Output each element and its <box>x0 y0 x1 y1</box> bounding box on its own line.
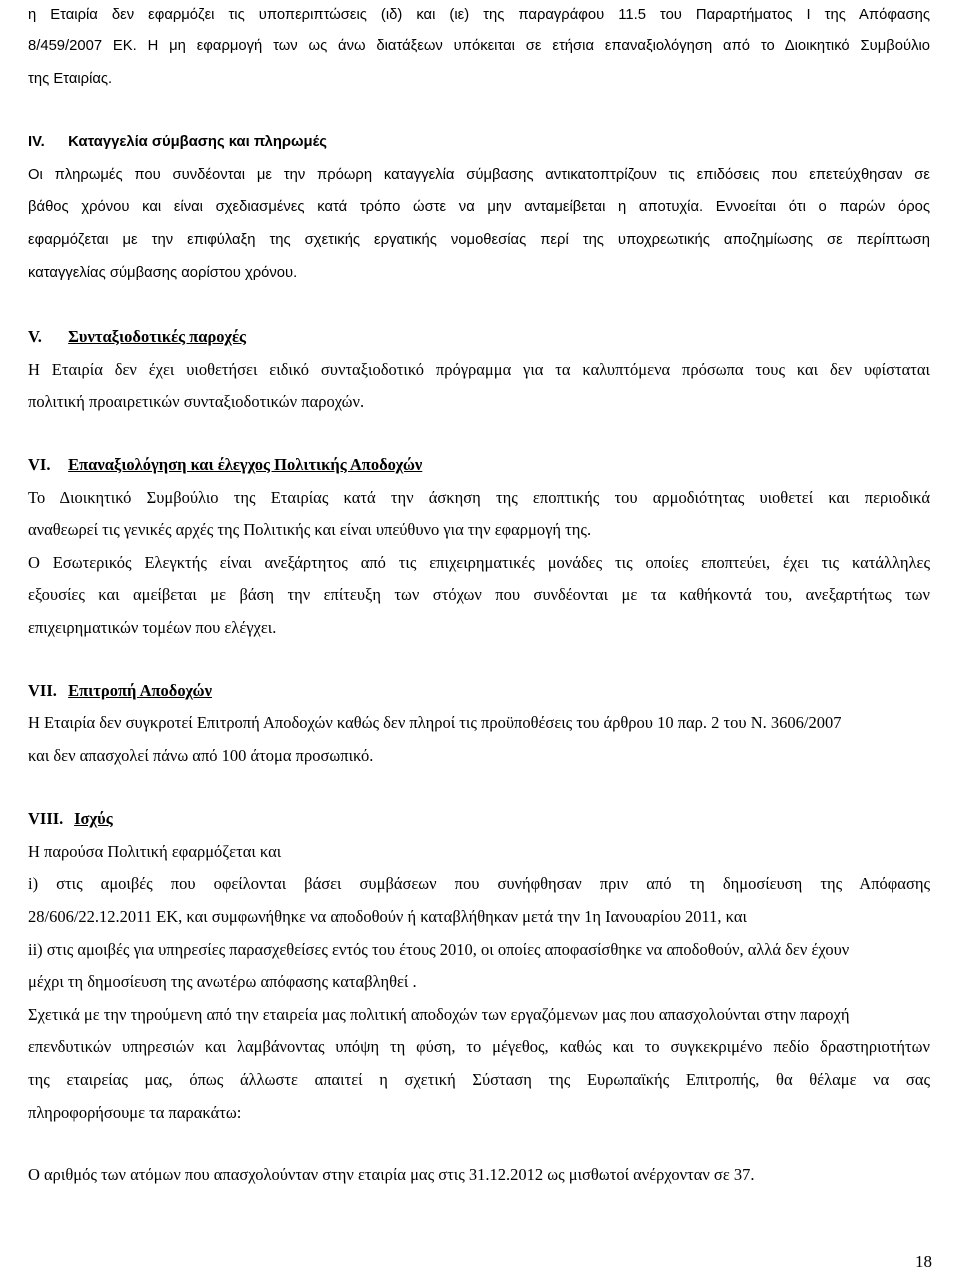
section-v-line-2: πολιτική προαιρετικών συνταξιοδοτικών παροχών. <box>28 392 365 412</box>
intro-line-2: 8/459/2007 ΕΚ. Η μη εφαρμογή των ως άνω διατάξεων υπόκειται σε ετήσια επαναξιολόγηση από το Διοικητικό Συμβούλιο <box>28 38 930 54</box>
section-number: VIII. <box>28 809 64 829</box>
spacer <box>28 772 930 803</box>
page-number: 18 <box>915 1252 932 1271</box>
section-viii-para-line-4: πληροφορήσουμε τα παρακάτω: <box>28 1102 242 1122</box>
section-vi <box>28 449 930 645</box>
section-viii-para-line-3: της εταιρείας μας, όπως άλλωστε απαιτεί η σχετική Σύσταση της Ευρωπαϊκής Επιτροπής, θα θέλαμε να σας <box>28 1070 930 1090</box>
section-viii-para-line-2: επενδυτικών υπηρεσιών και λαμβάνοντας υπόψη τη φύση, το μέγεθος, καθώς και το συγκεκριμένο πεδίο δραστηριοτήτων <box>28 1037 930 1057</box>
section-v <box>28 321 930 419</box>
section-iv-line-3: εφαρμόζεται με την επιφύλαξη της σχετικής εργατικής νομοθεσίας περί της υποχρεωτικής αποζημίωσης σε περίπτωση <box>28 231 930 248</box>
section-vii <box>28 675 930 773</box>
intro-line-3: της Εταιρίας. <box>28 70 113 87</box>
section-number: V. <box>28 327 42 347</box>
section-viii-item-i-line-2: 28/606/22.12.2011 ΕΚ, και συμφωνήθηκε να αποδοθούν ή καταβλήθηκαν μετά την 1η Ιανουαρίου 2011, και <box>28 907 747 927</box>
spacer <box>28 95 930 126</box>
intro-line-1: η Εταιρία δεν εφαρμόζει τις υποπεριπτώσεις (ιδ) και (ιε) της παραγράφου 11.5 του Παραρτήματος Ι της Απόφασης <box>28 7 930 23</box>
intro-paragraph <box>28 0 930 95</box>
section-title: Καταγγελία σύμβασης και πληρωμές <box>68 134 327 151</box>
section-vi-p1-line-2: αναθεωρεί τις γενικές αρχές της Πολιτικής και είναι υπεύθυνο για την εφαρμογή της. <box>28 520 592 540</box>
section-v-line-1: Η Εταιρία δεν έχει υιοθετήσει ειδικό συνταξιοδοτικό πρόγραμμα για τα καλυπτόμενα πρόσωπα τους και δεν υφίσταται <box>28 359 930 379</box>
section-vii-line-1: Η Εταιρία δεν συγκροτεί Επιτροπή Αποδοχών καθώς δεν πληροί τις προϋποθέσεις του άρθρου 10 παρ. 2 του Ν. 3606/2007 <box>28 713 842 733</box>
section-viii-closing: Ο αριθμός των ατόμων που απασχολούνταν στην εταιρία μας στις 31.12.2012 ως μισθωτοί ανέρχονταν σε 37. <box>28 1165 755 1185</box>
section-number: VII. <box>28 680 57 700</box>
section-vi-p2-line-2: εξουσίες και αμείβεται με βάση την επίτευξη των στόχων που συνδέονται με τα καθήκοντά του, ανεξαρτήτως των <box>28 585 930 605</box>
section-number: IV. <box>28 134 45 151</box>
section-iv-heading <box>28 126 930 159</box>
spacer <box>28 645 930 675</box>
section-title: Επαναξιολόγηση και έλεγχος Πολιτικής Αποδοχών <box>68 454 423 474</box>
section-iv <box>28 126 930 289</box>
section-title: Συνταξιοδοτικές παροχές <box>68 327 246 347</box>
section-title: Ισχύς <box>74 809 113 829</box>
spacer <box>28 419 930 449</box>
section-iv-line-2: βάθος χρόνου και είναι σχεδιασμένες κατά τρόπο ώστε να μην ανταμείβεται η αποτυχία. Εννοείται ότι ο παρών όρος <box>28 199 930 216</box>
section-viii <box>28 803 930 1192</box>
section-vi-p1-line-1: Το Διοικητικό Συμβούλιο της Εταιρίας κατά την άσκηση της εποπτικής του αρμοδιότητας υιοθετεί και περιοδικά <box>28 487 930 507</box>
section-title: Επιτροπή Αποδοχών <box>68 680 212 700</box>
section-vii-line-2: και δεν απασχολεί πάνω από 100 άτομα προσωπικό. <box>28 745 374 765</box>
section-number: VI. <box>28 454 51 474</box>
section-vi-p2-line-1: Ο Εσωτερικός Ελεγκτής είναι ανεξάρτητος από τις επιχειρηματικές μονάδες τις οποίες εποπτεύει, έχει τις κατάλληλες <box>28 552 930 572</box>
spacer <box>28 289 930 321</box>
spacer <box>28 1129 930 1159</box>
section-viii-para-line-1: Σχετικά με την τηρούμενη από την εταιρεία μας πολιτική αποδοχών των εργαζόμενων μας που απασχολούνται στην παροχή <box>28 1004 850 1024</box>
section-viii-item-i-line-1: i) στις αμοιβές που οφείλονται βάσει συμβάσεων που συνήφθησαν πριν από τη δημοσίευση της Απόφασης <box>28 874 930 894</box>
section-viii-heading <box>28 803 930 836</box>
section-vii-heading <box>28 675 930 708</box>
section-viii-lead: Η παρούσα Πολιτική εφαρμόζεται και <box>28 841 282 861</box>
section-vi-p2-line-3: επιχειρηματικών τομέων που ελέγχει. <box>28 617 277 637</box>
section-viii-item-ii-line-2: μέχρι τη δημοσίευση της ανωτέρω απόφασης καταβληθεί . <box>28 972 417 992</box>
section-vi-heading <box>28 449 930 482</box>
section-iv-line-4: καταγγελίας σύμβασης αορίστου χρόνου. <box>28 264 298 281</box>
section-v-heading <box>28 321 930 354</box>
document-page <box>28 0 930 1192</box>
section-viii-item-ii-line-1: ii) στις αμοιβές για υπηρεσίες παρασχεθείσες εντός του έτους 2010, οι οποίες αποφασίσθηκε να αποδοθούν, αλλά δεν έχουν <box>28 939 850 959</box>
section-iv-line-1: Οι πληρωμές που συνδέονται με την πρόωρη καταγγελία σύμβασης αντικατοπτρίζουν τις επιδόσεις που επετεύχθησαν σε <box>28 166 930 183</box>
